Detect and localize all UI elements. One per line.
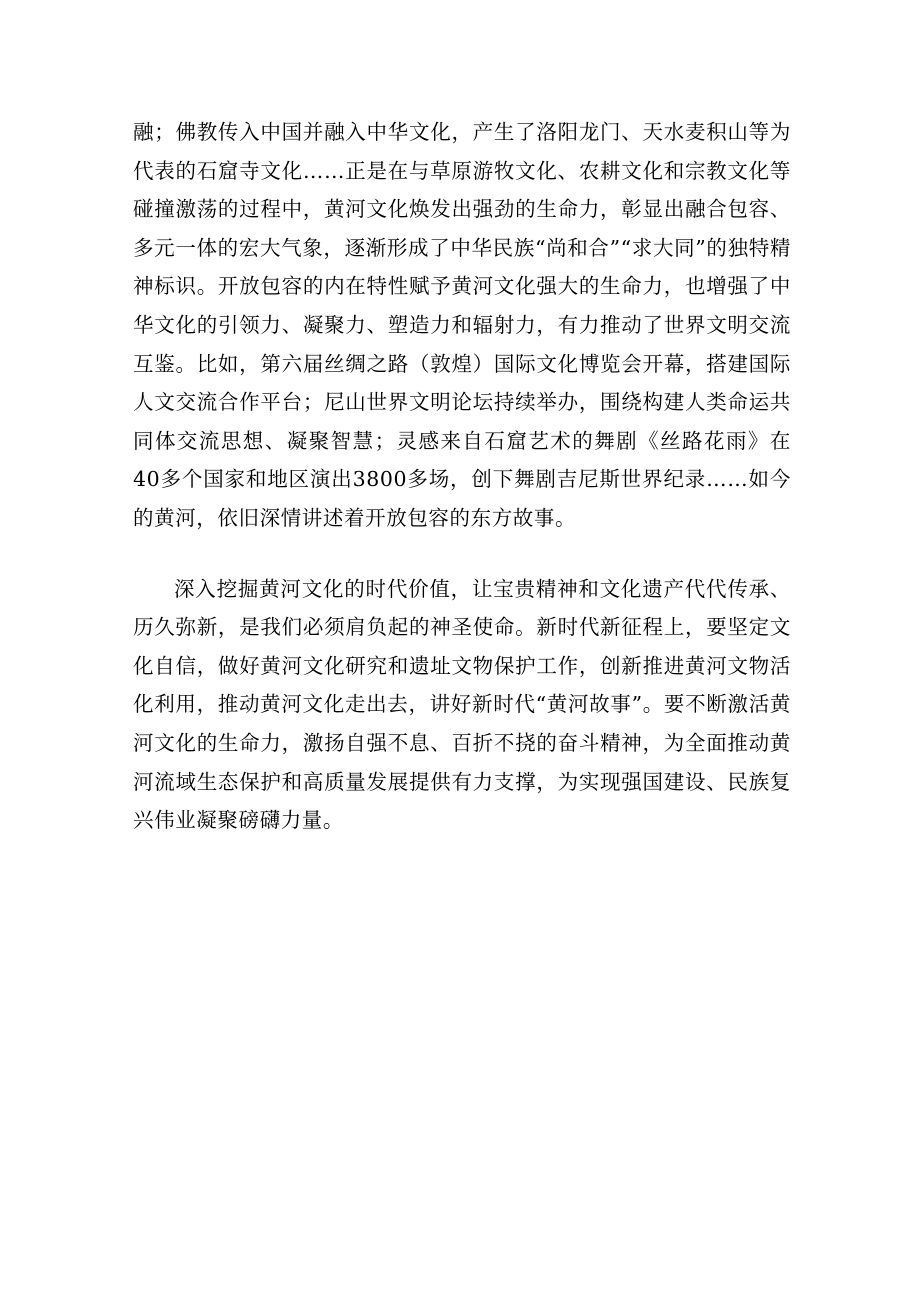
article-body [133, 113, 791, 840]
paragraph-continued: 融；佛教传入中国并融入中华文化，产生了洛阳龙门、天水麦积山等为代表的石窟寺文化……正是在与草原游牧文化、农耕文化和宗教文化等碰撞激荡的过程中，黄河文化焕发出强劲的生命力，彰显出融合包容、多元一体的宏大气象，逐渐形成了中华民族“尚和合”“求大同”的独特精神标识。开放包容的内在特性赋予黄河文化强大的生命力，也增强了中华文化的引领力、凝聚力、塑造力和辐射力，有力推动了世界文明交流互鉴。比如，第六届丝绸之路（敦煌）国际文化博览会开幕，搭建国际人文交流合作平台；尼山世界文明论坛持续举办，围绕构建人类命运共同体交流思想、凝聚智慧；灵感来自石窟艺术的舞剧《丝路花雨》在40多个国家和地区演出3800多场，创下舞剧吉尼斯世界纪录……如今的黄河，依旧深情讲述着开放包容的东方故事。 [133, 120, 791, 530]
paragraph-conclusion: 深入挖掘黄河文化的时代价值，让宝贵精神和文化遗产代代传承、历久弥新，是我们必须肩负起的神圣使命。新时代新征程上，要坚定文化自信，做好黄河文化研究和遗址文物保护工作，创新推进黄河文物活化利用，推动黄河文化走出去，讲好新时代“黄河故事”。要不断激活黄河文化的生命力，激扬自强不息、百折不挠的奋斗精神，为全面推动黄河流域生态保护和高质量发展提供有力支撑，为实现强国建设、民族复兴伟业凝聚磅礴力量。 [133, 576, 791, 833]
